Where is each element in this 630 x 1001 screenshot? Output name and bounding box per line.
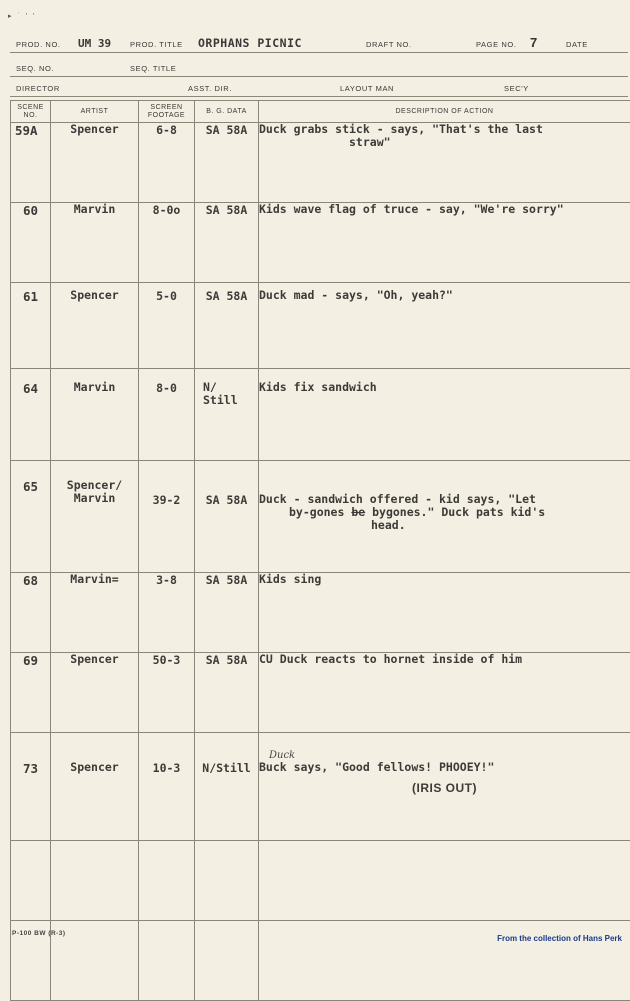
artist: Spencer/ Marvin [51, 461, 139, 573]
screen-footage: 50-3 [139, 653, 195, 733]
screen-footage: 3-8 [139, 573, 195, 653]
header-row-seq [10, 54, 628, 77]
page-no-label: PAGE NO. [476, 40, 517, 49]
scene-no: 60 [11, 203, 51, 283]
col-bg-data: B. G. DATA [195, 101, 259, 123]
artist: Spencer [51, 653, 139, 733]
prod-no-value: UM 39 [78, 37, 111, 50]
seq-title-label: SEQ. TITLE [130, 64, 176, 73]
scene-no: 64 [11, 369, 51, 461]
scene-no: 59A [11, 123, 51, 203]
screen-footage: 6-8 [139, 123, 195, 203]
page-no-value: 7 [530, 35, 537, 50]
secy-label: SEC'Y [504, 84, 529, 93]
description [259, 653, 630, 733]
empty-cell [195, 921, 259, 1001]
scene-no: 65 [11, 461, 51, 573]
description [259, 573, 630, 653]
description-line: head. [259, 519, 630, 532]
bg-data: N/Still [195, 733, 259, 841]
screen-footage: 8-0o [139, 203, 195, 283]
bg-data: SA 58A [195, 123, 259, 203]
artist: Marvin [51, 369, 139, 461]
scene-table [10, 100, 630, 1001]
bg-data: N/ Still [195, 369, 259, 461]
empty-cell [51, 841, 139, 921]
description [259, 283, 630, 369]
screen-footage: 5-0 [139, 283, 195, 369]
description-line: Kids sing [259, 572, 321, 586]
form-code: P-100 BW (R-3) [12, 930, 66, 937]
description-line [259, 505, 545, 519]
empty-cell [11, 841, 51, 921]
prod-title-label: PROD. TITLE [130, 40, 183, 49]
empty-cell [259, 921, 630, 1001]
description [259, 123, 630, 203]
corner-mark: ▸ ˙ ′ ′ [8, 12, 36, 20]
bg-data: SA 58A [195, 283, 259, 369]
table-row [11, 123, 630, 203]
table-row-empty [11, 841, 630, 921]
header-row-crew [10, 76, 628, 97]
prod-no-label: PROD. NO. [16, 40, 61, 49]
table-header-row [11, 101, 630, 123]
bg-data: SA 58A [195, 203, 259, 283]
col-description: DESCRIPTION OF ACTION [259, 101, 630, 123]
director-label: DIRECTOR [16, 84, 60, 93]
artist: Marvin [51, 203, 139, 283]
empty-cell [195, 841, 259, 921]
description [259, 203, 630, 283]
description-line: CU Duck reacts to hornet inside of him [259, 652, 522, 666]
table-row [11, 653, 630, 733]
struck-word: be [351, 505, 365, 519]
asst-dir-label: ASST. DIR. [188, 84, 232, 93]
scene-no: 61 [11, 283, 51, 369]
empty-cell [259, 841, 630, 921]
description-line: Kids wave flag of truce - say, "We're sorry" [259, 202, 564, 216]
table-row [11, 283, 630, 369]
bg-data: SA 58A [195, 461, 259, 573]
handwritten-correction: Duck [269, 749, 295, 762]
screen-footage: 39-2 [139, 461, 195, 573]
table-row-empty [11, 921, 630, 1001]
description-line: Kids fix sandwich [259, 380, 377, 394]
description [259, 461, 630, 573]
description-line: Buck says, "Good fellows! PHOOEY!" [259, 760, 494, 774]
bg-data: SA 58A [195, 653, 259, 733]
table-row [11, 733, 630, 841]
table-row [11, 461, 630, 573]
seq-no-label: SEQ. NO. [16, 64, 54, 73]
empty-cell [139, 841, 195, 921]
screen-footage: 10-3 [139, 733, 195, 841]
description-line: Duck grabs stick - says, "That's the last [259, 122, 543, 136]
layout-man-label: LAYOUT MAN [340, 84, 394, 93]
iris-out-note: (IRIS OUT) [259, 782, 630, 795]
description [259, 733, 630, 841]
artist: Marvin= [51, 573, 139, 653]
scene-no: 68 [11, 573, 51, 653]
description-line: Duck mad - says, "Oh, yeah?" [259, 288, 453, 302]
empty-cell [139, 921, 195, 1001]
artist: Spencer [51, 123, 139, 203]
description-fragment: by-gones [289, 505, 351, 519]
bg-data: SA 58A [195, 573, 259, 653]
col-screen-footage: SCREEN FOOTAGE [139, 101, 195, 123]
date-label: DATE [566, 40, 588, 49]
description-fragment: bygones." Duck pats kid's [365, 505, 545, 519]
scene-no: 73 [11, 733, 51, 841]
description-line: Duck - sandwich offered - kid says, "Let [259, 492, 536, 506]
description [259, 369, 630, 461]
col-artist: ARTIST [51, 101, 139, 123]
scene-no: 69 [11, 653, 51, 733]
draft-no-label: DRAFT NO. [366, 40, 412, 49]
table-row [11, 369, 630, 461]
header-row-prod [10, 30, 628, 53]
artist: Spencer [51, 283, 139, 369]
collection-credit: From the collection of Hans Perk [497, 934, 622, 943]
col-scene-no: SCENE NO. [11, 101, 51, 123]
table-row [11, 573, 630, 653]
screen-footage: 8-0 [139, 369, 195, 461]
prod-title-value: ORPHANS PICNIC [198, 36, 302, 50]
description-line: straw" [259, 136, 630, 149]
table-row [11, 203, 630, 283]
artist: Spencer [51, 733, 139, 841]
